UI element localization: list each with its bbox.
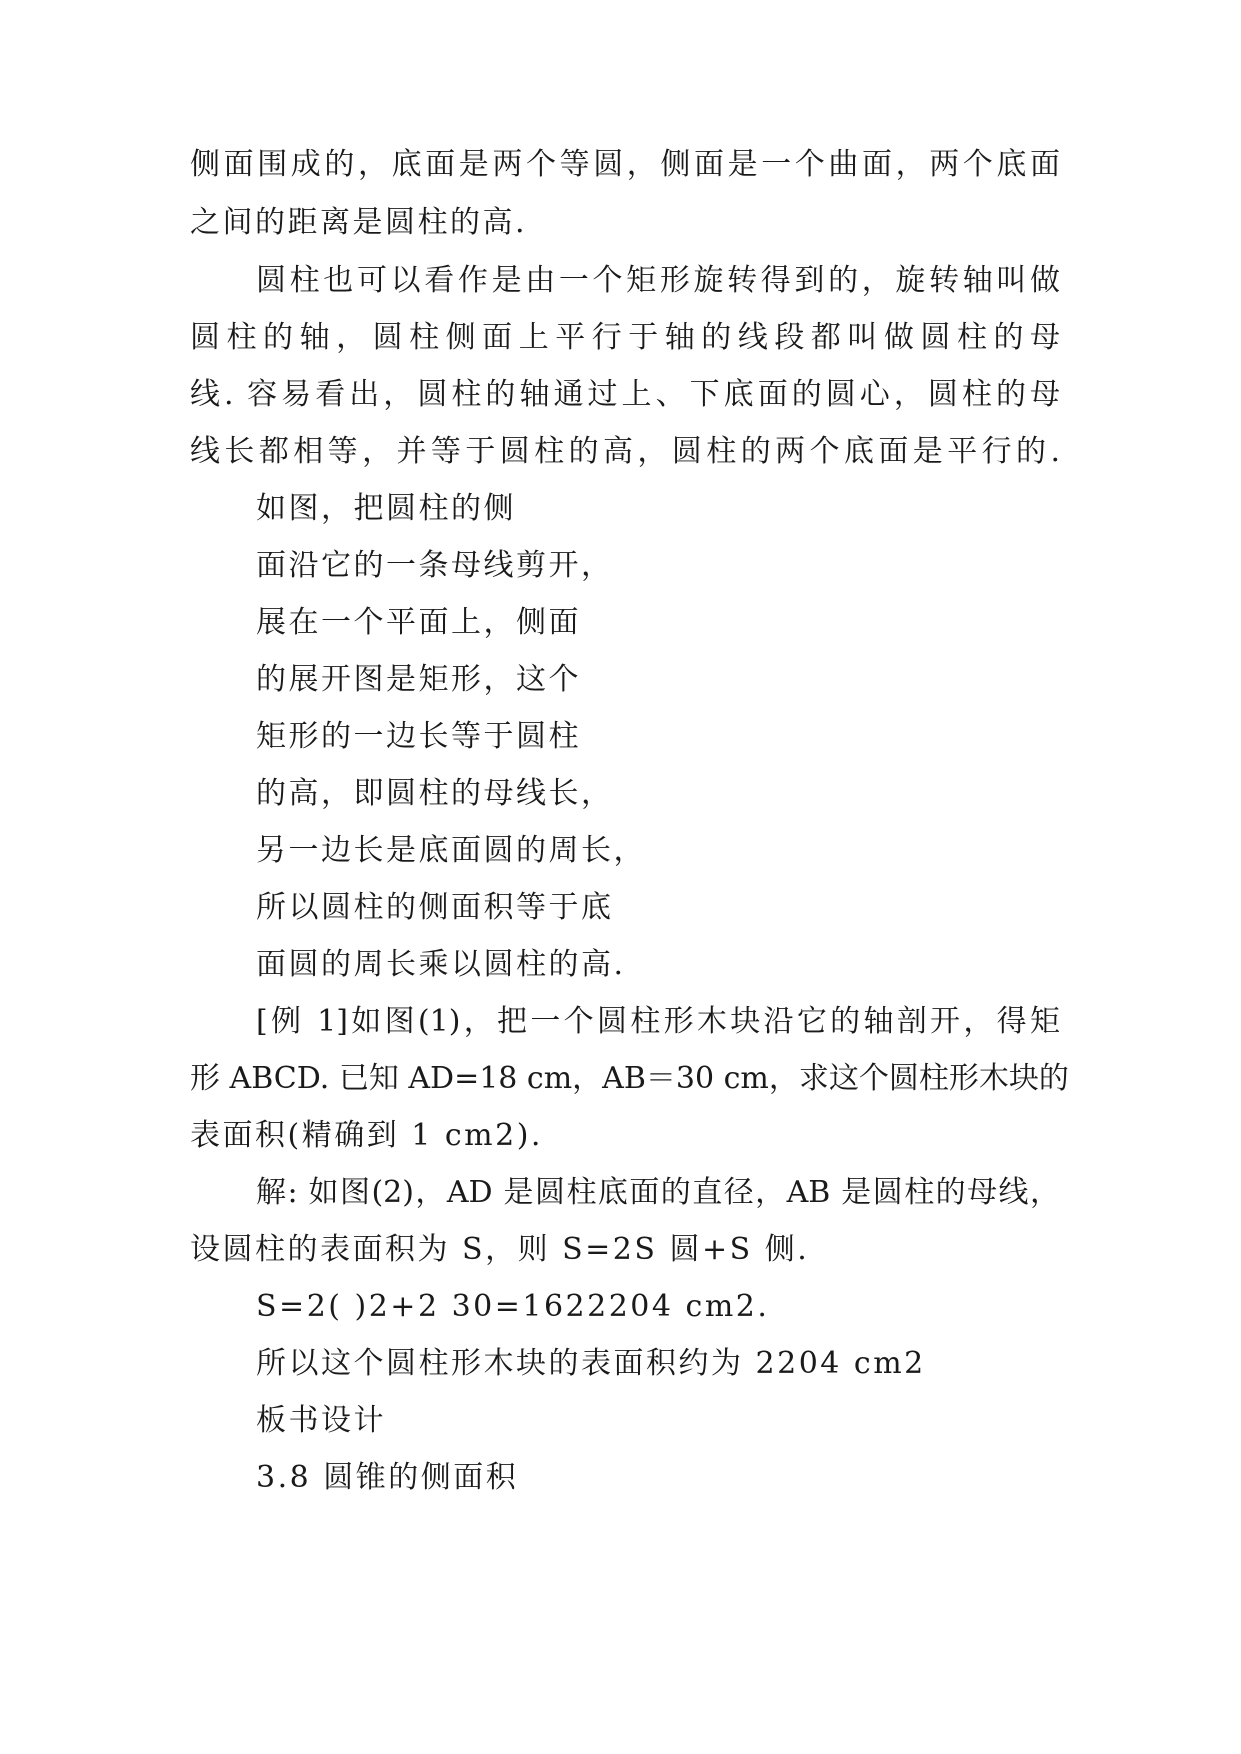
text-line: 矩形的一边长等于圆柱 <box>256 719 581 754</box>
text-line: 表面积(精确到 1 cm2). <box>190 1118 543 1153</box>
text-line: 圆柱的轴，圆柱侧面上平行于轴的线段都叫做圆柱的母 <box>190 320 1060 355</box>
text-line: 线长都相等，并等于圆柱的高，圆柱的两个底面是平行的. <box>190 434 1060 469</box>
text-line: 所以圆柱的侧面积等于底 <box>256 890 614 925</box>
text-line: 另一边长是底面圆的周长， <box>256 833 646 868</box>
text-line: 解: 如图(2)，AD 是圆柱底面的直径，AB 是圆柱的母线， <box>256 1175 1060 1210</box>
text-line: [例 1]如图(1)，把一个圆柱形木块沿它的轴剖开，得矩 <box>256 1004 1060 1039</box>
text-line: 如图，把圆柱的侧 <box>256 491 516 526</box>
text-line: 线. 容易看出，圆柱的轴通过上、下底面的圆心，圆柱的母 <box>190 377 1060 412</box>
section-heading: 板书设计 <box>256 1403 386 1438</box>
text-line: 的展开图是矩形，这个 <box>256 662 581 697</box>
text-line: 面沿它的一条母线剪开， <box>256 548 614 583</box>
text-line: 设圆柱的表面积为 S，则 S=2S 圆+S 侧. <box>190 1232 810 1267</box>
text-line: 侧面围成的，底面是两个等圆，侧面是一个曲面，两个底面 <box>190 147 1060 182</box>
text-line: 圆柱也可以看作是由一个矩形旋转得到的，旋转轴叫做 <box>256 263 1060 298</box>
text-line: 之间的距离是圆柱的高. <box>190 205 528 240</box>
text-line: 形 ABCD. 已知 AD=18 cm，AB＝30 cm，求这个圆柱形木块的 <box>190 1061 1069 1096</box>
text-line: S=2( )2+2 30=1622204 cm2. <box>256 1289 770 1324</box>
text-line: 面圆的周长乘以圆柱的高. <box>256 947 626 982</box>
text-line: 的高，即圆柱的母线长， <box>256 776 614 811</box>
text-line: 所以这个圆柱形木块的表面积约为 2204 cm2 <box>256 1346 926 1381</box>
section-heading: 3.8 圆锥的侧面积 <box>256 1460 519 1495</box>
text-line: 展在一个平面上，侧面 <box>256 605 581 640</box>
